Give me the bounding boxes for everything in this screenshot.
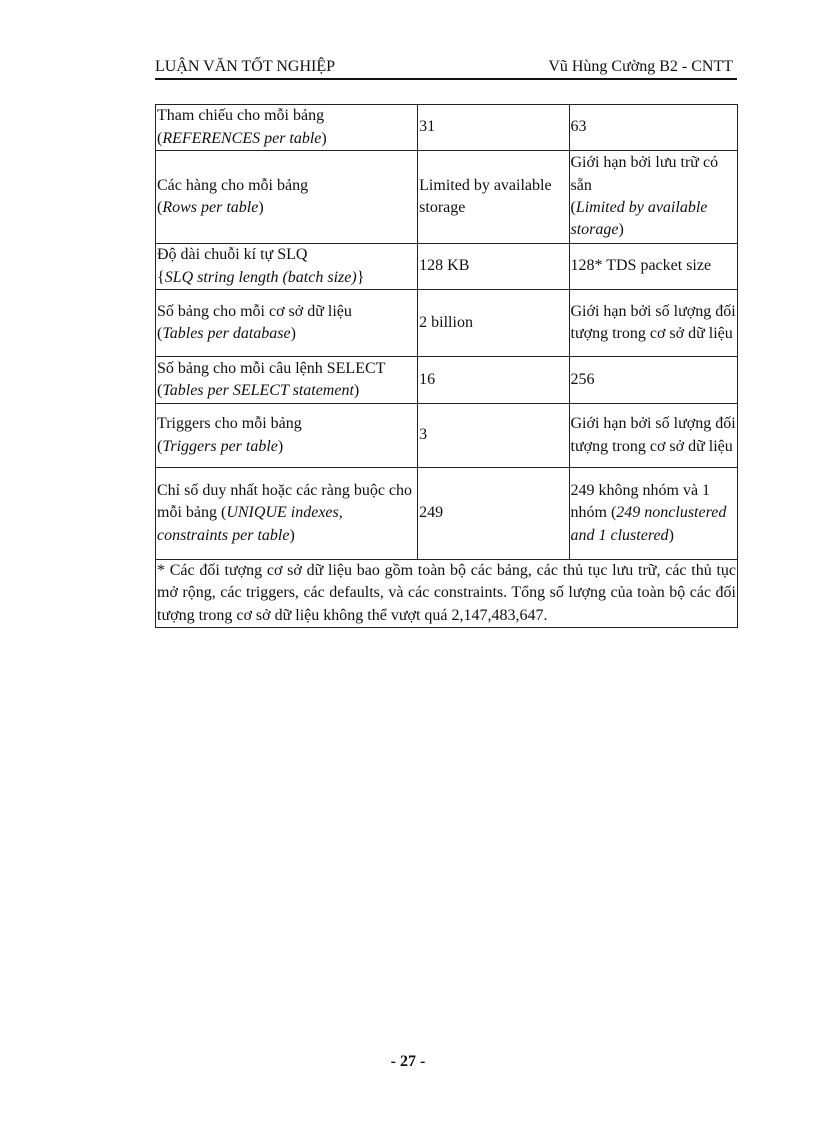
value-enterprise: Giới hạn bởi số lượng đối tượng trong cơ sở dữ liệu (569, 290, 738, 357)
value-standard: Limited by available storage (418, 151, 569, 244)
label-vi: Số bảng cho mỗi câu lệnh SELECT (157, 359, 386, 377)
table-row (156, 404, 738, 468)
label-en: Rows per table (162, 199, 259, 216)
label-vi: Triggers cho mỗi bảng (157, 415, 302, 433)
value-enterprise: 128* TDS packet size (569, 244, 738, 290)
row-label: Số bảng cho mỗi cơ sở dữ liệu (Tables per database) (156, 290, 418, 357)
table-row (156, 290, 738, 357)
table-row (156, 151, 738, 244)
label-vi: Độ dài chuỗi kí tự SLQ (157, 246, 308, 264)
header-thesis-title: LUẬN VĂN TỐT NGHIỆP (155, 58, 335, 75)
value-standard: 249 (418, 468, 569, 560)
page-header (155, 56, 737, 80)
label-vi: Chỉ số duy nhất hoặc các ràng buộc cho mỗi bảng ( (157, 481, 413, 522)
label-vi: Tham chiếu cho mỗi bảng (157, 107, 325, 125)
label-vi: Các hàng cho mỗi bảng (157, 176, 309, 194)
limits-table (155, 104, 738, 628)
row-label: Độ dài chuỗi kí tự SLQ {SLQ string length (batch size)} (156, 244, 418, 290)
footnote-row (156, 560, 738, 628)
table-footnote: * Các đối tượng cơ sở dữ liệu bao gồm toàn bộ các bảng, các thủ tục lưu trữ, các thủ tục mở rộng, các triggers, các defaults, và các constraints. Tổng số lượng của toàn bộ các đối tượng trong cơ sở dữ liệu không thể vượt quá 2,147,483,647. (156, 560, 738, 628)
value-standard: 31 (418, 105, 569, 151)
value-enterprise: 249 không nhóm và 1 nhóm (249 nonclustered and 1 clustered) (569, 468, 738, 560)
value-enterprise: Giới hạn bởi lưu trữ có sẵn (Limited by available storage) (569, 151, 738, 244)
row-label: Số bảng cho mỗi câu lệnh SELECT (Tables per SELECT statement) (156, 357, 418, 404)
label-en: REFERENCES per table (162, 129, 322, 147)
value-enterprise: 256 (569, 357, 738, 404)
value-enterprise: 63 (569, 105, 738, 151)
row-label: Tham chiếu cho mỗi bảng (REFERENCES per table) (156, 105, 418, 151)
table-row (156, 105, 738, 151)
row-label: Triggers cho mỗi bảng (Triggers per table) (156, 404, 418, 468)
label-en: Triggers per table (162, 437, 278, 455)
label-en: UNIQUE indexes, constraints per table (157, 504, 343, 544)
label-en: Tables per database (162, 325, 291, 342)
header-rule (155, 78, 737, 80)
value-standard: 128 KB (418, 244, 569, 290)
row-label: Các hàng cho mỗi bảng (Rows per table) (156, 151, 418, 244)
label-en: Tables per SELECT statement (162, 382, 354, 399)
table-row (156, 468, 738, 560)
row-label: Chỉ số duy nhất hoặc các ràng buộc cho mỗi bảng (UNIQUE indexes, constraints per table) (156, 468, 418, 560)
page-number: - 27 - (390, 1053, 426, 1070)
value-enterprise: Giới hạn bởi số lượng đối tượng trong cơ sở dữ liệu (569, 404, 738, 468)
label-en: SLQ string length (batch size) (164, 268, 357, 286)
value-standard: 16 (418, 357, 569, 404)
table-row (156, 244, 738, 290)
header-author: Vũ Hùng Cường B2 - CNTT (548, 58, 733, 75)
value-standard: 2 billion (418, 290, 569, 357)
value-standard: 3 (418, 404, 569, 468)
label-vi: Số bảng cho mỗi cơ sở dữ liệu (157, 302, 352, 320)
table-row (156, 357, 738, 404)
